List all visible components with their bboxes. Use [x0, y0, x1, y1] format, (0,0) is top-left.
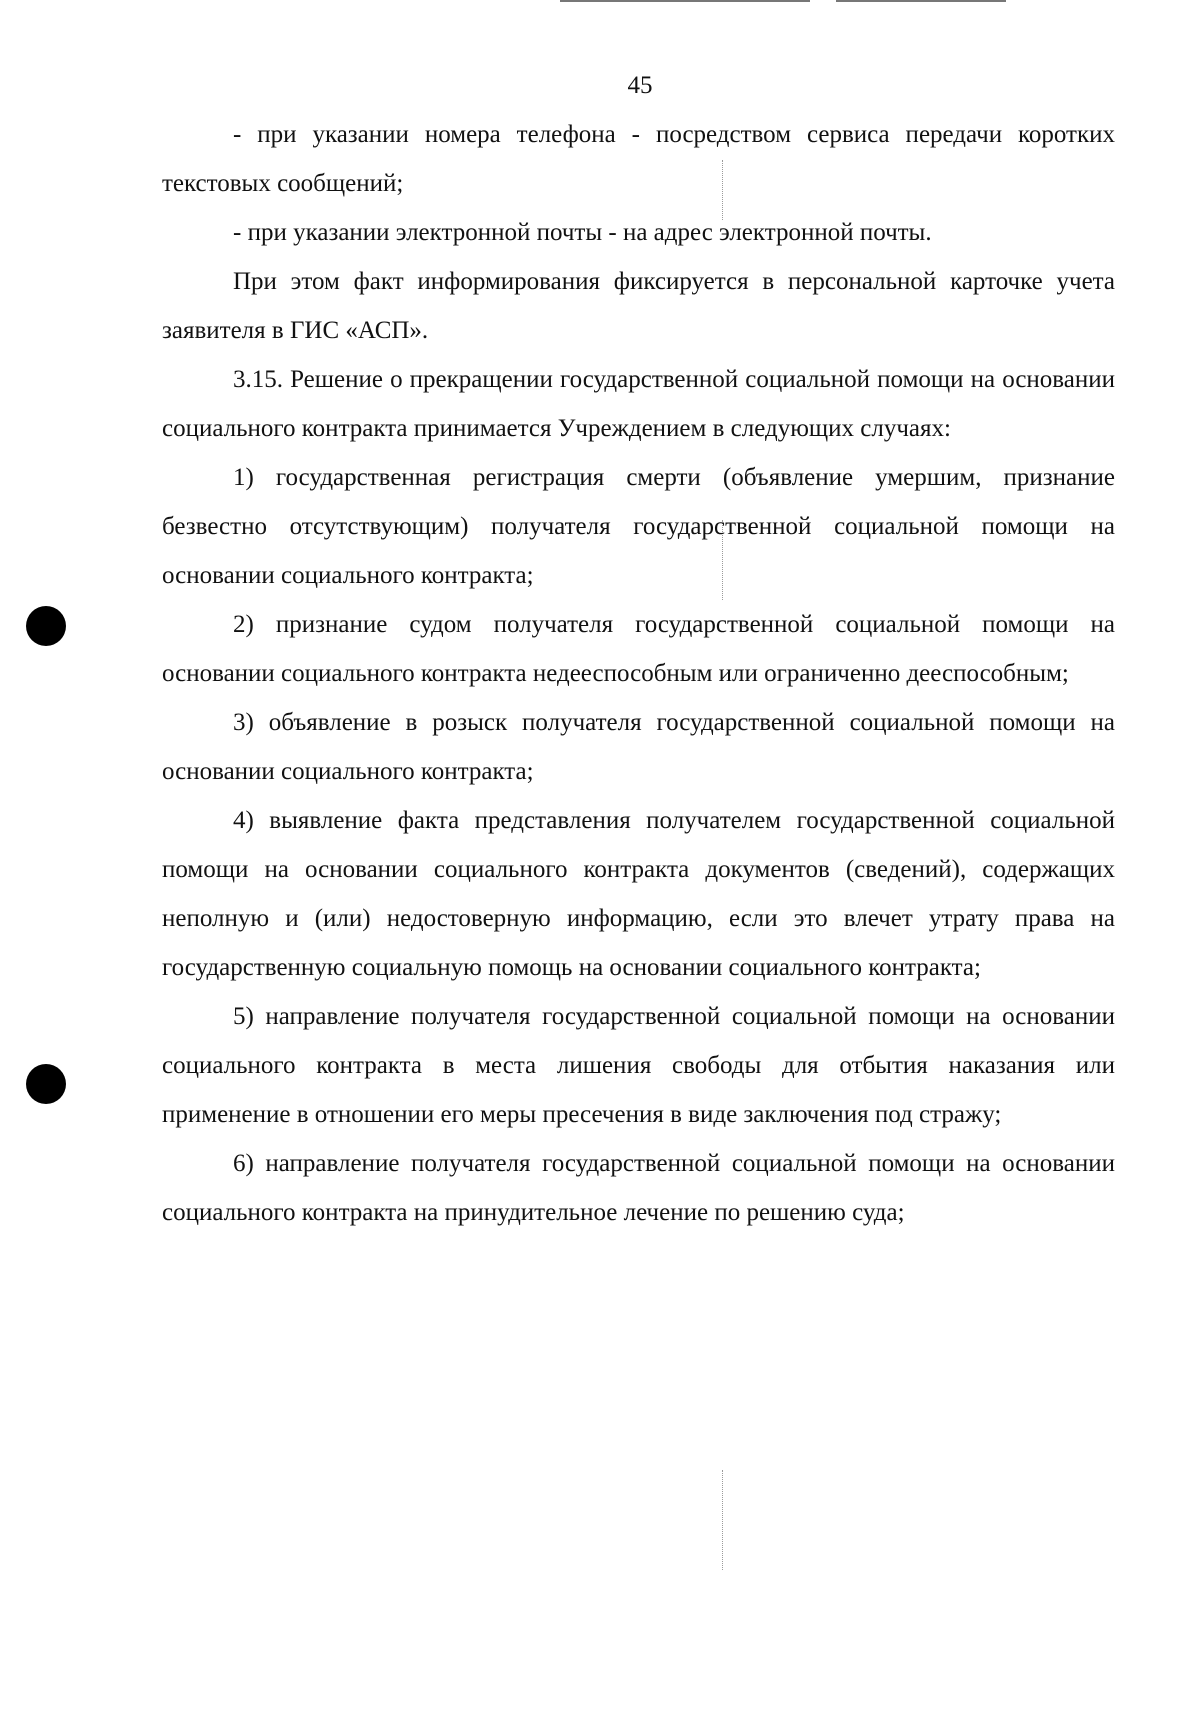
list-item: 2) признание судом получателя государственной социальной помощи на основании социального контракта недееспособным или ограниченно дееспособным; — [162, 611, 1115, 687]
list-item: 5) направление получателя государственной социальной помощи на основании социального контракта в места лишения свободы для отбытия наказания или применение в отношении его меры пресечения в виде заключения под стражу; — [162, 1003, 1115, 1128]
scan-edge-mark — [836, 0, 1006, 2]
list-item: 4) выявление факта представления получателем государственной социальной помощи на основании социального контракта документов (сведений), содержащих неполную и (или) недостоверную информацию, если это влечет утрату права на государственную социальную помощь на основании социального контракта; — [162, 807, 1115, 981]
paragraph: 3.15. Решение о прекращении государственной социальной помощи на основании социального контракта принимается Учреждением в следующих случаях: — [162, 366, 1115, 442]
paragraph: - при указании номера телефона - посредством сервиса передачи коротких текстовых сообщений; — [162, 121, 1115, 197]
punch-hole — [26, 1064, 66, 1104]
page-number: 45 — [627, 72, 653, 99]
list-item: 1) государственная регистрация смерти (объявление умершим, признание безвестно отсутствующим) получателя государственной социальной помощи на основании социального контракта; — [162, 464, 1115, 589]
list-item: 3) объявление в розыск получателя государственной социальной помощи на основании социального контракта; — [162, 709, 1115, 785]
scan-edge-mark — [560, 0, 810, 2]
fold-line — [722, 1470, 723, 1570]
paragraph: - при указании электронной почты - на адрес электронной почты. — [233, 219, 932, 246]
list-item: 6) направление получателя государственной социальной помощи на основании социального контракта на принудительное лечение по решению суда; — [162, 1150, 1115, 1226]
paragraph: При этом факт информирования фиксируется в персональной карточке учета заявителя в ГИС «АСП». — [162, 268, 1115, 344]
body-text — [162, 110, 1115, 1237]
punch-hole — [26, 606, 66, 646]
